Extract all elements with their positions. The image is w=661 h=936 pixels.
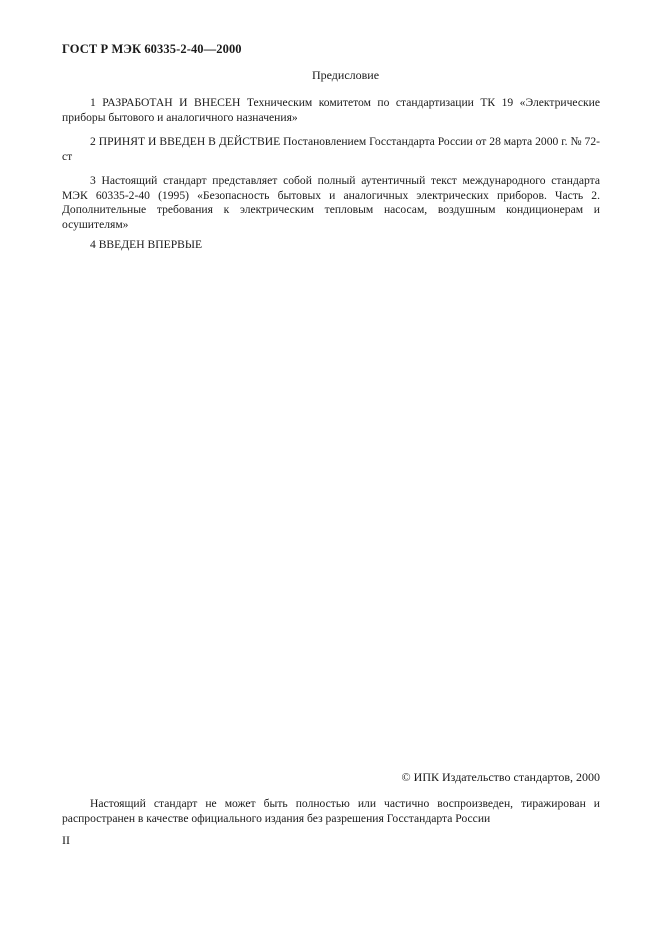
foreword-item-4: 4 ВВЕДЕН ВПЕРВЫЕ <box>90 238 203 251</box>
copyright-line: © ИПК Издательство стандартов, 2000 <box>401 770 600 784</box>
foreword-item-2: 2 ПРИНЯТ И ВВЕДЕН В ДЕЙСТВИЕ Постановлением Госстандарта России от 28 марта 2000 г. № 72-ст <box>62 135 600 163</box>
foreword-item-1: 1 РАЗРАБОТАН И ВНЕСЕН Техническим комитетом по стандартизации ТК 19 «Электрические приборы бытового и аналогичного назначения» <box>62 96 600 124</box>
foreword-item-3: 3 Настоящий стандарт представляет собой полный аутентичный текст международного стандарта МЭК 60335-2-40 (1995) «Безопасность бытовых и аналогичных электрических приборов. Часть 2. Дополнительные требования к электрическим тепловым насосам, воздушным кондиционерам и осушителям» <box>62 174 600 231</box>
foreword-title: Предисловие <box>311 68 380 82</box>
document-code-header: ГОСТ Р МЭК 60335-2-40—2000 <box>62 42 242 56</box>
page-number: II <box>62 833 70 847</box>
reproduction-notice: Настоящий стандарт не может быть полностью или частично воспроизведен, тиражирован и распространен в качестве официального издания без разрешения Госстандарта России <box>62 797 600 825</box>
